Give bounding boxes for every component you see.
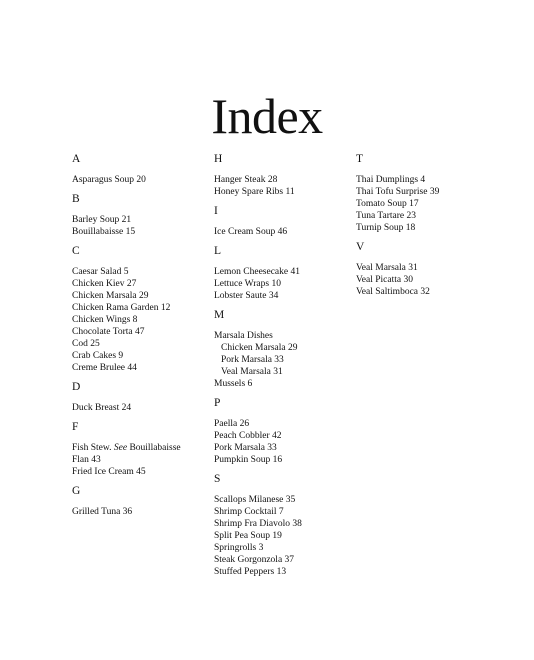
- index-entry: [72, 454, 222, 466]
- entry-text: Hanger Steak 28: [214, 175, 278, 185]
- index-entry: [356, 210, 506, 222]
- index-entry: [214, 518, 364, 530]
- section-letter: H: [214, 153, 223, 165]
- entry-text: Shrimp Cocktail 7: [214, 507, 284, 517]
- entry-text: Grilled Tuna 36: [72, 507, 133, 517]
- entry-text: Scallops Milanese 35: [214, 495, 296, 505]
- index-column-1: [72, 152, 222, 524]
- index-entry: [72, 466, 222, 478]
- index-entry: [72, 350, 222, 362]
- entry-text: Ice Cream Soup 46: [214, 227, 288, 237]
- index-entry: [214, 186, 364, 198]
- index-entry: [72, 506, 222, 518]
- section-letter: G: [72, 485, 81, 497]
- index-entry: [214, 266, 364, 278]
- entry-text: Fried Ice Cream 45: [72, 467, 146, 477]
- page-title: Index: [211, 88, 323, 144]
- index-entry: [214, 378, 364, 390]
- section-letter: I: [214, 205, 218, 217]
- see-reference: See: [113, 443, 128, 453]
- index-column-2: [214, 152, 364, 584]
- index-entry: [356, 222, 506, 234]
- section-letter: M: [214, 309, 225, 321]
- index-entry: [214, 174, 364, 186]
- entry-text: Bouillabaisse 15: [72, 227, 136, 237]
- index-entry: [356, 286, 506, 298]
- entry-text: Chicken Wings 8: [72, 315, 138, 325]
- entry-text: Pork Marsala 33: [221, 355, 284, 365]
- index-group-t: [356, 152, 506, 234]
- index-group-m: [214, 308, 364, 390]
- entry-text: Chicken Kiev 27: [72, 279, 137, 289]
- index-entry: [72, 314, 222, 326]
- index-column-3: [356, 152, 506, 304]
- see-target: Bouillabaisse: [127, 443, 181, 453]
- entry-text: Fish Stew.: [72, 443, 114, 453]
- index-entry: [72, 338, 222, 350]
- index-group-l: [214, 244, 364, 302]
- index-group-g: [72, 484, 222, 518]
- index-group-i: [214, 204, 364, 238]
- index-group-a: [72, 152, 222, 186]
- section-letter: V: [356, 241, 365, 253]
- entry-text: Chicken Rama Garden 12: [72, 303, 171, 313]
- entry-text: Mussels 6: [214, 379, 253, 389]
- index-entry: [356, 174, 506, 186]
- index-group-f: [72, 420, 222, 478]
- index-entry: [214, 530, 364, 542]
- entry-text: Veal Marsala 31: [356, 263, 418, 273]
- entry-text: Lettuce Wraps 10: [214, 279, 281, 289]
- index-entry: [72, 266, 222, 278]
- index-entry: [72, 362, 222, 374]
- index-entry: [214, 554, 364, 566]
- entry-text: Peach Cobbler 42: [214, 431, 282, 441]
- entry-text: Springrolls 3: [214, 543, 264, 553]
- index-entry: [214, 226, 364, 238]
- index-group-c: [72, 244, 222, 374]
- section-letter: S: [214, 473, 221, 485]
- index-group-h: [214, 152, 364, 198]
- entry-text: Tomato Soup 17: [356, 199, 419, 209]
- index-entry: [356, 198, 506, 210]
- entry-text: Cod 25: [72, 339, 100, 349]
- index-group-p: [214, 396, 364, 466]
- index-entry: [214, 330, 364, 342]
- entry-text: Split Pea Soup 19: [214, 531, 282, 541]
- index-group-b: [72, 192, 222, 238]
- entry-text: Marsala Dishes: [214, 331, 273, 341]
- entry-text: Duck Breast 24: [72, 403, 132, 413]
- section-letter: C: [72, 245, 80, 257]
- index-entry: [356, 186, 506, 198]
- index-entry: [72, 302, 222, 314]
- index-entry: [72, 326, 222, 338]
- section-letter: T: [356, 153, 364, 165]
- index-entry: [214, 454, 364, 466]
- entry-text: Thai Dumplings 4: [356, 175, 426, 185]
- index-entry: [214, 278, 364, 290]
- section-letter: F: [72, 421, 79, 433]
- entry-text: Turnip Soup 18: [356, 223, 416, 233]
- entry-text: Chocolate Torta 47: [72, 327, 145, 337]
- entry-text: Veal Marsala 31: [221, 367, 283, 377]
- entry-text: Stuffed Peppers 13: [214, 567, 287, 577]
- index-entry: [214, 506, 364, 518]
- entry-text: Steak Gorgonzola 37: [214, 555, 295, 565]
- section-letter: B: [72, 193, 80, 205]
- index-group-s: [214, 472, 364, 578]
- entry-text: Shrimp Fra Diavolo 38: [214, 519, 302, 529]
- entry-text: Thai Tofu Surprise 39: [356, 187, 440, 197]
- index-entry: [72, 214, 222, 226]
- entry-text: Chicken Marsala 29: [72, 291, 149, 301]
- entry-text: Crab Cakes 9: [72, 351, 124, 361]
- entry-text: Paella 26: [214, 419, 250, 429]
- entry-text: Veal Saltimboca 32: [356, 287, 430, 297]
- entry-text: Chicken Marsala 29: [221, 343, 298, 353]
- index-entry: [356, 274, 506, 286]
- entry-text: Pumpkin Soup 16: [214, 455, 283, 465]
- index-entry: [72, 174, 222, 186]
- entry-text: Pork Marsala 33: [214, 443, 277, 453]
- index-group-d: [72, 380, 222, 414]
- section-letter: A: [72, 153, 81, 165]
- index-entry: [356, 262, 506, 274]
- index-subentry: [214, 342, 364, 354]
- index-entry: [214, 566, 364, 578]
- index-entry: [72, 278, 222, 290]
- index-entry: [214, 442, 364, 454]
- entry-text: Creme Brulee 44: [72, 363, 137, 373]
- index-entry: [214, 418, 364, 430]
- entry-text: Honey Spare Ribs 11: [214, 187, 295, 197]
- index-entry: [214, 494, 364, 506]
- entry-text: Barley Soup 21: [72, 215, 132, 225]
- index-subentry: [214, 366, 364, 378]
- section-letter: D: [72, 381, 81, 393]
- section-letter: P: [214, 397, 221, 409]
- entry-text: Asparagus Soup 20: [72, 175, 146, 185]
- index-entry: [72, 290, 222, 302]
- entry-text: Tuna Tartare 23: [356, 211, 417, 221]
- entry-text: Caesar Salad 5: [72, 267, 129, 277]
- index-subentry: [214, 354, 364, 366]
- index-entry: [214, 290, 364, 302]
- entry-text: Flan 43: [72, 455, 101, 465]
- index-group-v: [356, 240, 506, 298]
- section-letter: L: [214, 245, 222, 257]
- entry-text: Veal Picatta 30: [356, 275, 413, 285]
- entry-text: Lemon Cheesecake 41: [214, 267, 300, 277]
- index-entry: [72, 442, 222, 454]
- index-entry: [214, 430, 364, 442]
- index-entry: [72, 226, 222, 238]
- index-entry: [72, 402, 222, 414]
- index-entry: [214, 542, 364, 554]
- entry-text: Lobster Saute 34: [214, 291, 279, 301]
